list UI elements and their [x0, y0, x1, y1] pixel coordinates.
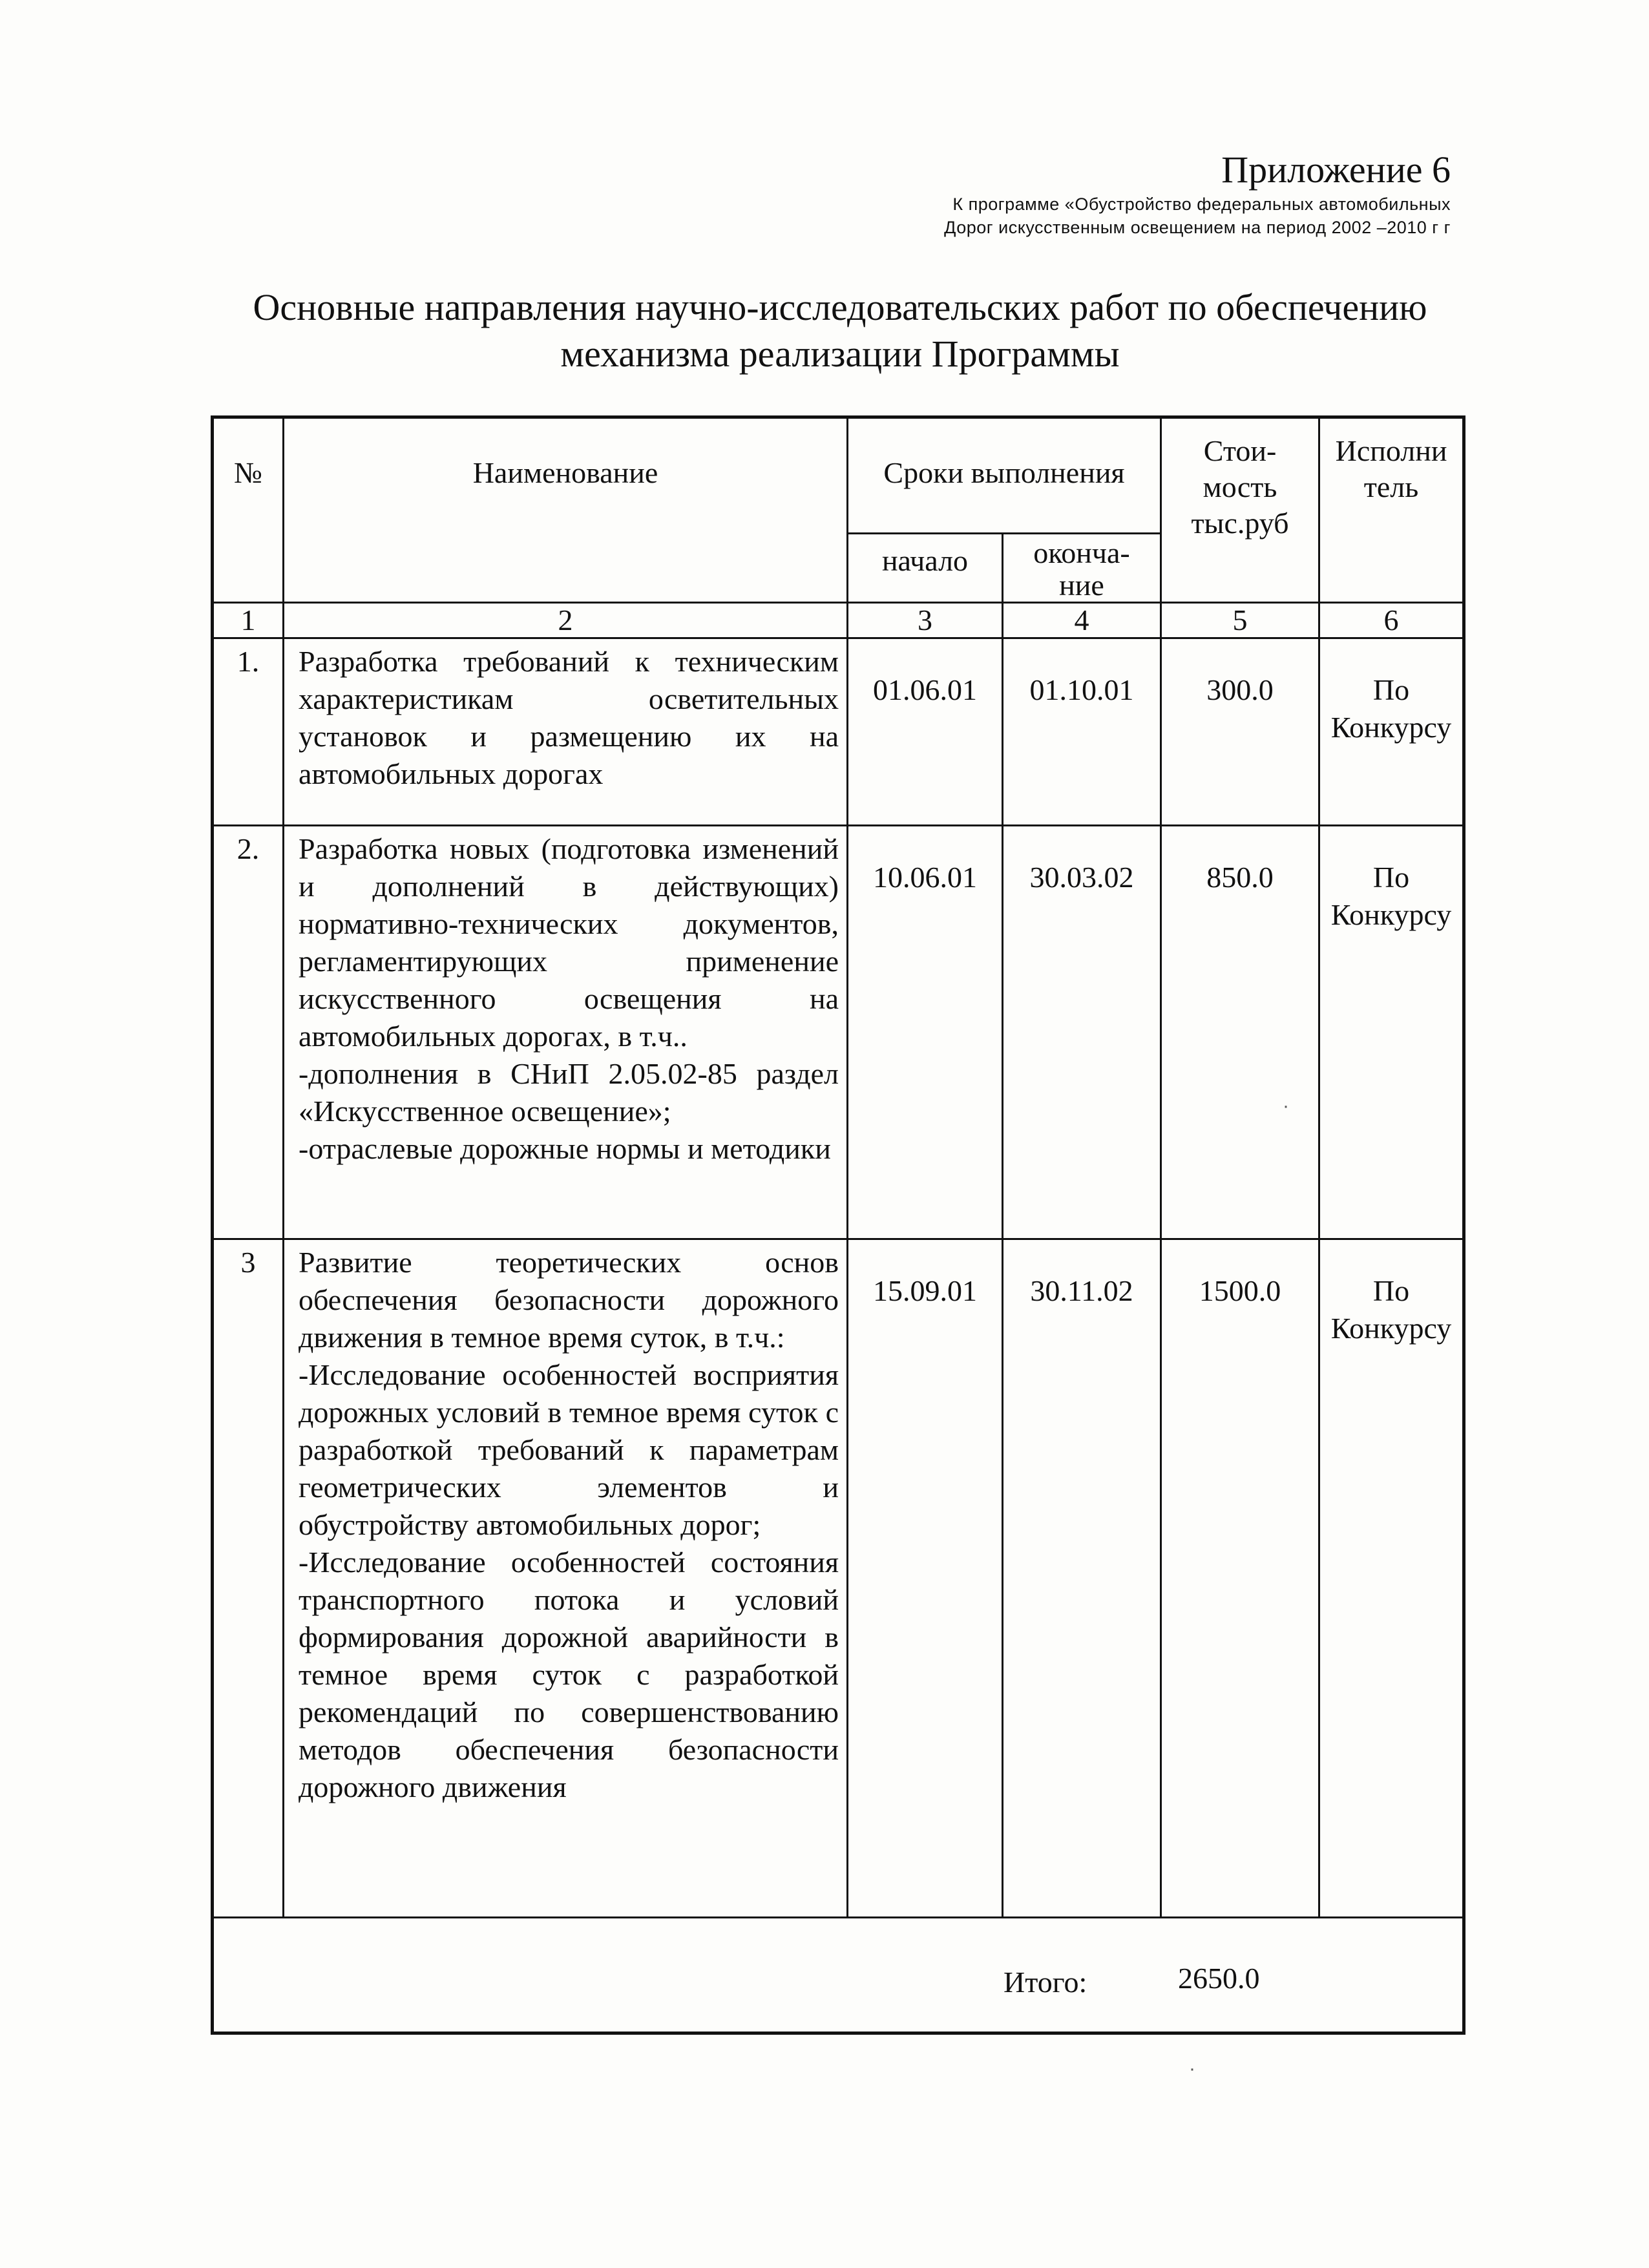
appendix-line-2: Дорог искусственным освещением на период 2002 –2010 г г: [944, 218, 1451, 237]
row-start-date: 10.06.01: [848, 826, 1003, 1239]
header-name: Наименование: [284, 417, 848, 603]
row-executor-line-2: Конкурсу: [1330, 1312, 1452, 1345]
table-row: [213, 1239, 1464, 1918]
header-end-line-1: оконча-: [1033, 536, 1130, 569]
research-table: [211, 415, 1465, 2035]
document-title: [162, 284, 1518, 377]
col-number: 3: [848, 603, 1003, 638]
header-terms: Сроки выполнения: [848, 417, 1161, 534]
col-number: 4: [1003, 603, 1161, 638]
header-cost-line-3: тыс.руб: [1191, 507, 1289, 540]
row-number: 3: [213, 1239, 284, 1918]
row-executor-line-2: Конкурсу: [1330, 898, 1452, 931]
row-start-date: 15.09.01: [848, 1239, 1003, 1918]
row-name-paragraph: -Исследование особенностей восприятия дорожных условий в темное время суток с разработкой требований к параметрам геометрических элементов и обустройству автомобильных дорог;: [299, 1358, 839, 1541]
header-end: [1003, 534, 1161, 603]
row-name: Разработка требований к техническим характеристикам осветительных установок и размещению их на автомобильных дорогах: [284, 638, 848, 826]
total-row: [213, 1918, 1464, 2033]
appendix-header: [944, 147, 1451, 239]
row-name: [284, 1239, 848, 1918]
header-start: начало: [848, 534, 1003, 603]
row-cost: 300.0: [1161, 638, 1319, 826]
row-executor-line-1: По: [1372, 861, 1410, 894]
header-executor-line-2: тель: [1363, 470, 1419, 503]
row-executor: [1319, 1239, 1464, 1918]
header-executor: [1319, 417, 1464, 603]
row-name: [284, 826, 848, 1239]
col-number: 1: [213, 603, 284, 638]
appendix-title: Приложение 6: [1221, 149, 1451, 191]
row-executor-line-1: По: [1372, 1274, 1410, 1307]
table-row: [213, 826, 1464, 1239]
col-number: 2: [284, 603, 848, 638]
col-number: 6: [1319, 603, 1464, 638]
row-end-date: 30.03.02: [1003, 826, 1161, 1239]
row-name-paragraph: Разработка новых (подготовка изменений и дополнений в действующих) нормативно-технических документов, регламентирующих применение искусственного освещения на автомобильных дорогах, в т.ч..: [299, 832, 839, 1053]
row-executor-line-2: Конкурсу: [1330, 711, 1452, 744]
row-executor: [1319, 638, 1464, 826]
row-name-paragraph: -Исследование особенностей состояния транспортного потока и условий формирования дорожной аварийности в темное время суток с разработкой рекомендаций по совершенствованию методов обеспечения безопасности дорожного движения: [299, 1546, 839, 1803]
column-number-row: [213, 603, 1464, 638]
total-value: 2650.0: [1178, 1962, 1260, 1995]
row-cost: 1500.0: [1161, 1239, 1319, 1918]
header-cost-line-1: Стои-: [1203, 434, 1277, 467]
document-title-line-1: Основные направления научно-исследовательских работ по обеспечению: [253, 286, 1427, 328]
row-executor-line-1: По: [1372, 673, 1410, 706]
row-number: 2.: [213, 826, 284, 1239]
row-executor: [1319, 826, 1464, 1239]
row-name-paragraph: Развитие теоретических основ обеспечения безопасности дорожного движения в темное время суток, в т.ч.:: [299, 1246, 839, 1354]
scan-speck: ·: [1283, 1095, 1289, 1117]
row-start-date: 01.06.01: [848, 638, 1003, 826]
row-name-paragraph: -дополнения в СНиП 2.05.02-85 раздел «Искусственное освещение»;: [299, 1057, 839, 1128]
row-end-date: 01.10.01: [1003, 638, 1161, 826]
header-cost: [1161, 417, 1319, 603]
row-cost: 850.0: [1161, 826, 1319, 1239]
appendix-line-1: К программе «Обустройство федеральных автомобильных: [952, 194, 1451, 214]
scan-speck: ·: [1189, 2058, 1195, 2079]
row-name-paragraph: -отраслевые дорожные нормы и методики: [299, 1132, 831, 1165]
col-number: 5: [1161, 603, 1319, 638]
row-end-date: 30.11.02: [1003, 1239, 1161, 1918]
document-title-line-2: механизма реализации Программы: [560, 333, 1120, 375]
row-number: 1.: [213, 638, 284, 826]
header-cost-line-2: мость: [1203, 470, 1277, 503]
total-box: [214, 1918, 1462, 2032]
total-cell: [213, 1918, 1464, 2033]
header-executor-line-1: Исполни: [1335, 434, 1447, 467]
header-num: №: [213, 417, 284, 603]
table-row: [213, 638, 1464, 826]
total-label: Итого:: [1003, 1966, 1087, 1999]
header-end-line-2: ние: [1059, 569, 1104, 602]
